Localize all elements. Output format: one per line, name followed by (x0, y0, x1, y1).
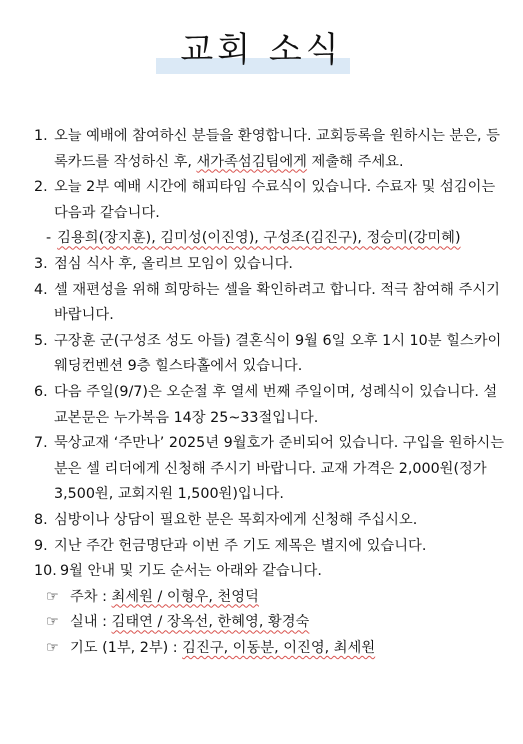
notice-number: 7. (34, 435, 48, 452)
schedule-label: 주차 (70, 588, 98, 605)
notice-item-8 (34, 508, 504, 534)
notice-text: 오늘 2부 예배 시간에 해피타임 수료식이 있습니다. 수료자 및 섬김이는 다음과 같습니다. (54, 179, 496, 221)
notice-item-1 (34, 124, 504, 175)
notice-list (34, 124, 504, 661)
notice-text: 셀 재편성을 위해 희망하는 셀을 확인하려고 합니다. 적극 참여해 주시기 바랍니다. (54, 281, 500, 324)
schedule-label: 실내 (70, 614, 98, 631)
notice-item-3 (34, 252, 504, 278)
graduates-names: 김용희(장지훈), 김미성(이진영), 구성조(김진구), 정승미(강미혜) (57, 230, 461, 247)
notice-number: 1. (34, 128, 48, 144)
notice-number: 10. (34, 563, 57, 580)
page-title: 교회 소식 (180, 30, 343, 70)
notice-item-9 (34, 534, 504, 560)
notice-number: 5. (34, 332, 48, 349)
schedule-names: 김태연 / 장옥선, 한혜영, 황경숙 (111, 614, 310, 631)
pointing-hand-icon: ☞ (46, 614, 59, 631)
notice-text: 심방이나 상담이 필요한 분은 목회자에게 신청해 주십시오. (54, 511, 418, 528)
pointing-hand-icon: ☞ (46, 588, 59, 605)
schedule-indoor (34, 610, 504, 636)
notice-item-5 (34, 329, 504, 380)
schedule-names: 김진구, 이동분, 이진영, 최세원 (182, 639, 376, 656)
notice-number: 8. (34, 511, 48, 528)
notice-item-4 (34, 278, 504, 329)
notice-number: 9. (34, 537, 48, 554)
notice-number: 3. (34, 255, 48, 272)
notice-item-2 (34, 175, 504, 226)
notice-text: 오늘 예배에 참여하신 분들을 환영합니다. 교회등록을 원하시는 분은, 등록카드를 작성하신 후, 새가족섬김팀에게 제출해 주세요. (54, 128, 500, 170)
notice-text: 9월 안내 및 기도 순서는 아래와 같습니다. (60, 563, 322, 580)
notice-text: 다음 주일(9/7)은 오순절 후 열세 번째 주일이며, 성례식이 있습니다. 설교본문은 누가복음 14장 25~33절입니다. (54, 383, 498, 426)
notice-number: 6. (34, 383, 48, 400)
notice-text: 묵상교재 ‘주만나’ 2025년 9월호가 준비되어 있습니다. 구입을 원하시는 분은 셀 리더에게 신청해 주시기 바랍니다. 교재 가격은 2,000원(정가 3,500원, 교회지원 1,500원)입니다. (54, 435, 505, 503)
notice-text: 지난 주간 헌금명단과 이번 주 기도 제목은 별지에 있습니다. (54, 537, 427, 554)
title-block (0, 28, 523, 72)
notice-text: 구장훈 군(구성조 성도 아들) 결혼식이 9월 6일 오후 1시 10분 힐스카이 웨딩컨벤션 9층 힐스타홀에서 있습니다. (54, 332, 502, 375)
dash-marker: - (46, 230, 52, 247)
graduates-line (34, 226, 504, 252)
notice-item-6 (34, 380, 504, 431)
notice-number: 2. (34, 179, 48, 196)
schedule-separator: : (102, 614, 107, 631)
schedule-label: 기도 (1부, 2부) (70, 639, 169, 656)
schedule-parking (34, 585, 504, 611)
notice-text: 점심 식사 후, 올리브 모임이 있습니다. (54, 255, 293, 272)
schedule-names: 최세원 / 이형우, 천영덕 (111, 588, 259, 605)
pointing-hand-icon: ☞ (46, 639, 59, 656)
notice-number: 4. (34, 281, 48, 298)
schedule-prayer (34, 636, 504, 662)
notice-item-10 (34, 559, 504, 585)
notice-item-7 (34, 431, 504, 508)
schedule-separator: : (172, 639, 178, 656)
schedule-separator: : (102, 588, 107, 605)
